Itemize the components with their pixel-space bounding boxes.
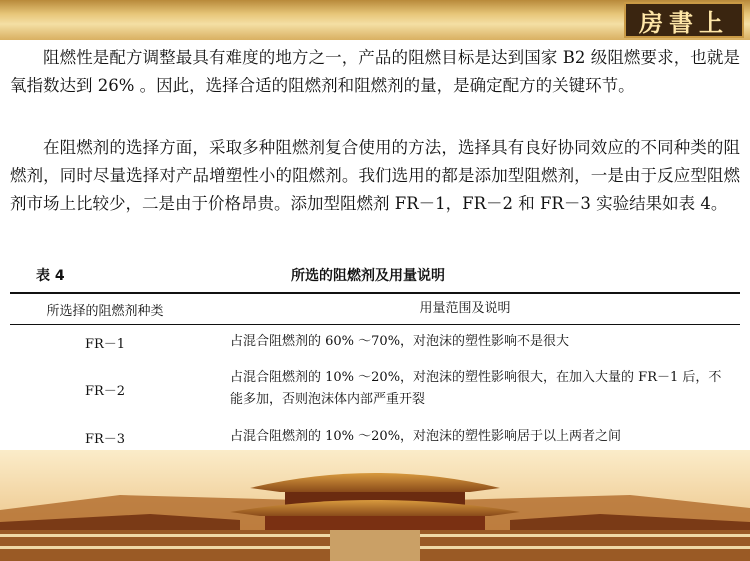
table-header-row — [10, 294, 740, 324]
table-title: 所选的阻燃剂及用量说明 — [291, 268, 445, 284]
palace-image — [0, 450, 750, 561]
cell-usage: 占混合阻燃剂的 10% ～20%，对泡沫的塑性影响很大，在加入大量的 FR－1 后，不能多加，否则泡沫体内部严重开裂 — [230, 370, 722, 407]
palace-illustration — [0, 450, 750, 561]
table-row — [10, 359, 740, 419]
cell-agent: FR－1 — [84, 336, 126, 352]
paragraph-2: 在阻燃剂的选择方面，采取多种阻燃剂复合使用的方法，选择具有良好协同效应的不同种类的阻燃剂，同时尽量选择对产品增塑性小的阻燃剂。我们选用的都是添加型阻燃剂，一是由于反应型阻燃剂市场上比较少，二是由于价格昂贵。添加型阻燃剂 FR－1，FR－2 和 FR－3 实验结果如表 4。 — [10, 138, 740, 213]
logo-text: 房書上 — [639, 7, 729, 37]
header-cell-type: 所选择的阻燃剂种类 — [46, 303, 164, 319]
paragraph-1: 阻燃性是配方调整最具有难度的地方之一，产品的阻燃目标是达到国家 B2 级阻燃要求，也就是氧指数达到 26% 。因此，选择合适的阻燃剂和阻燃剂的量，是确定配方的关键环节。 — [10, 48, 740, 95]
top-decorative-band — [0, 0, 750, 40]
cell-agent: FR－2 — [84, 383, 126, 399]
document-content — [0, 40, 750, 450]
cell-usage: 占混合阻燃剂的 60% ～70%，对泡沫的塑性影响不是很大 — [230, 334, 570, 349]
table-row — [10, 325, 740, 359]
cell-agent: FR－3 — [84, 431, 126, 447]
cell-usage: 占混合阻燃剂的 10% ～20%，对泡沫的塑性影响居于以上两者之间 — [230, 429, 622, 444]
logo — [624, 2, 744, 38]
flame-retardant-table — [10, 292, 740, 457]
header-cell-usage: 用量范围及说明 — [419, 301, 511, 316]
table-number: 表 4 — [36, 268, 65, 284]
